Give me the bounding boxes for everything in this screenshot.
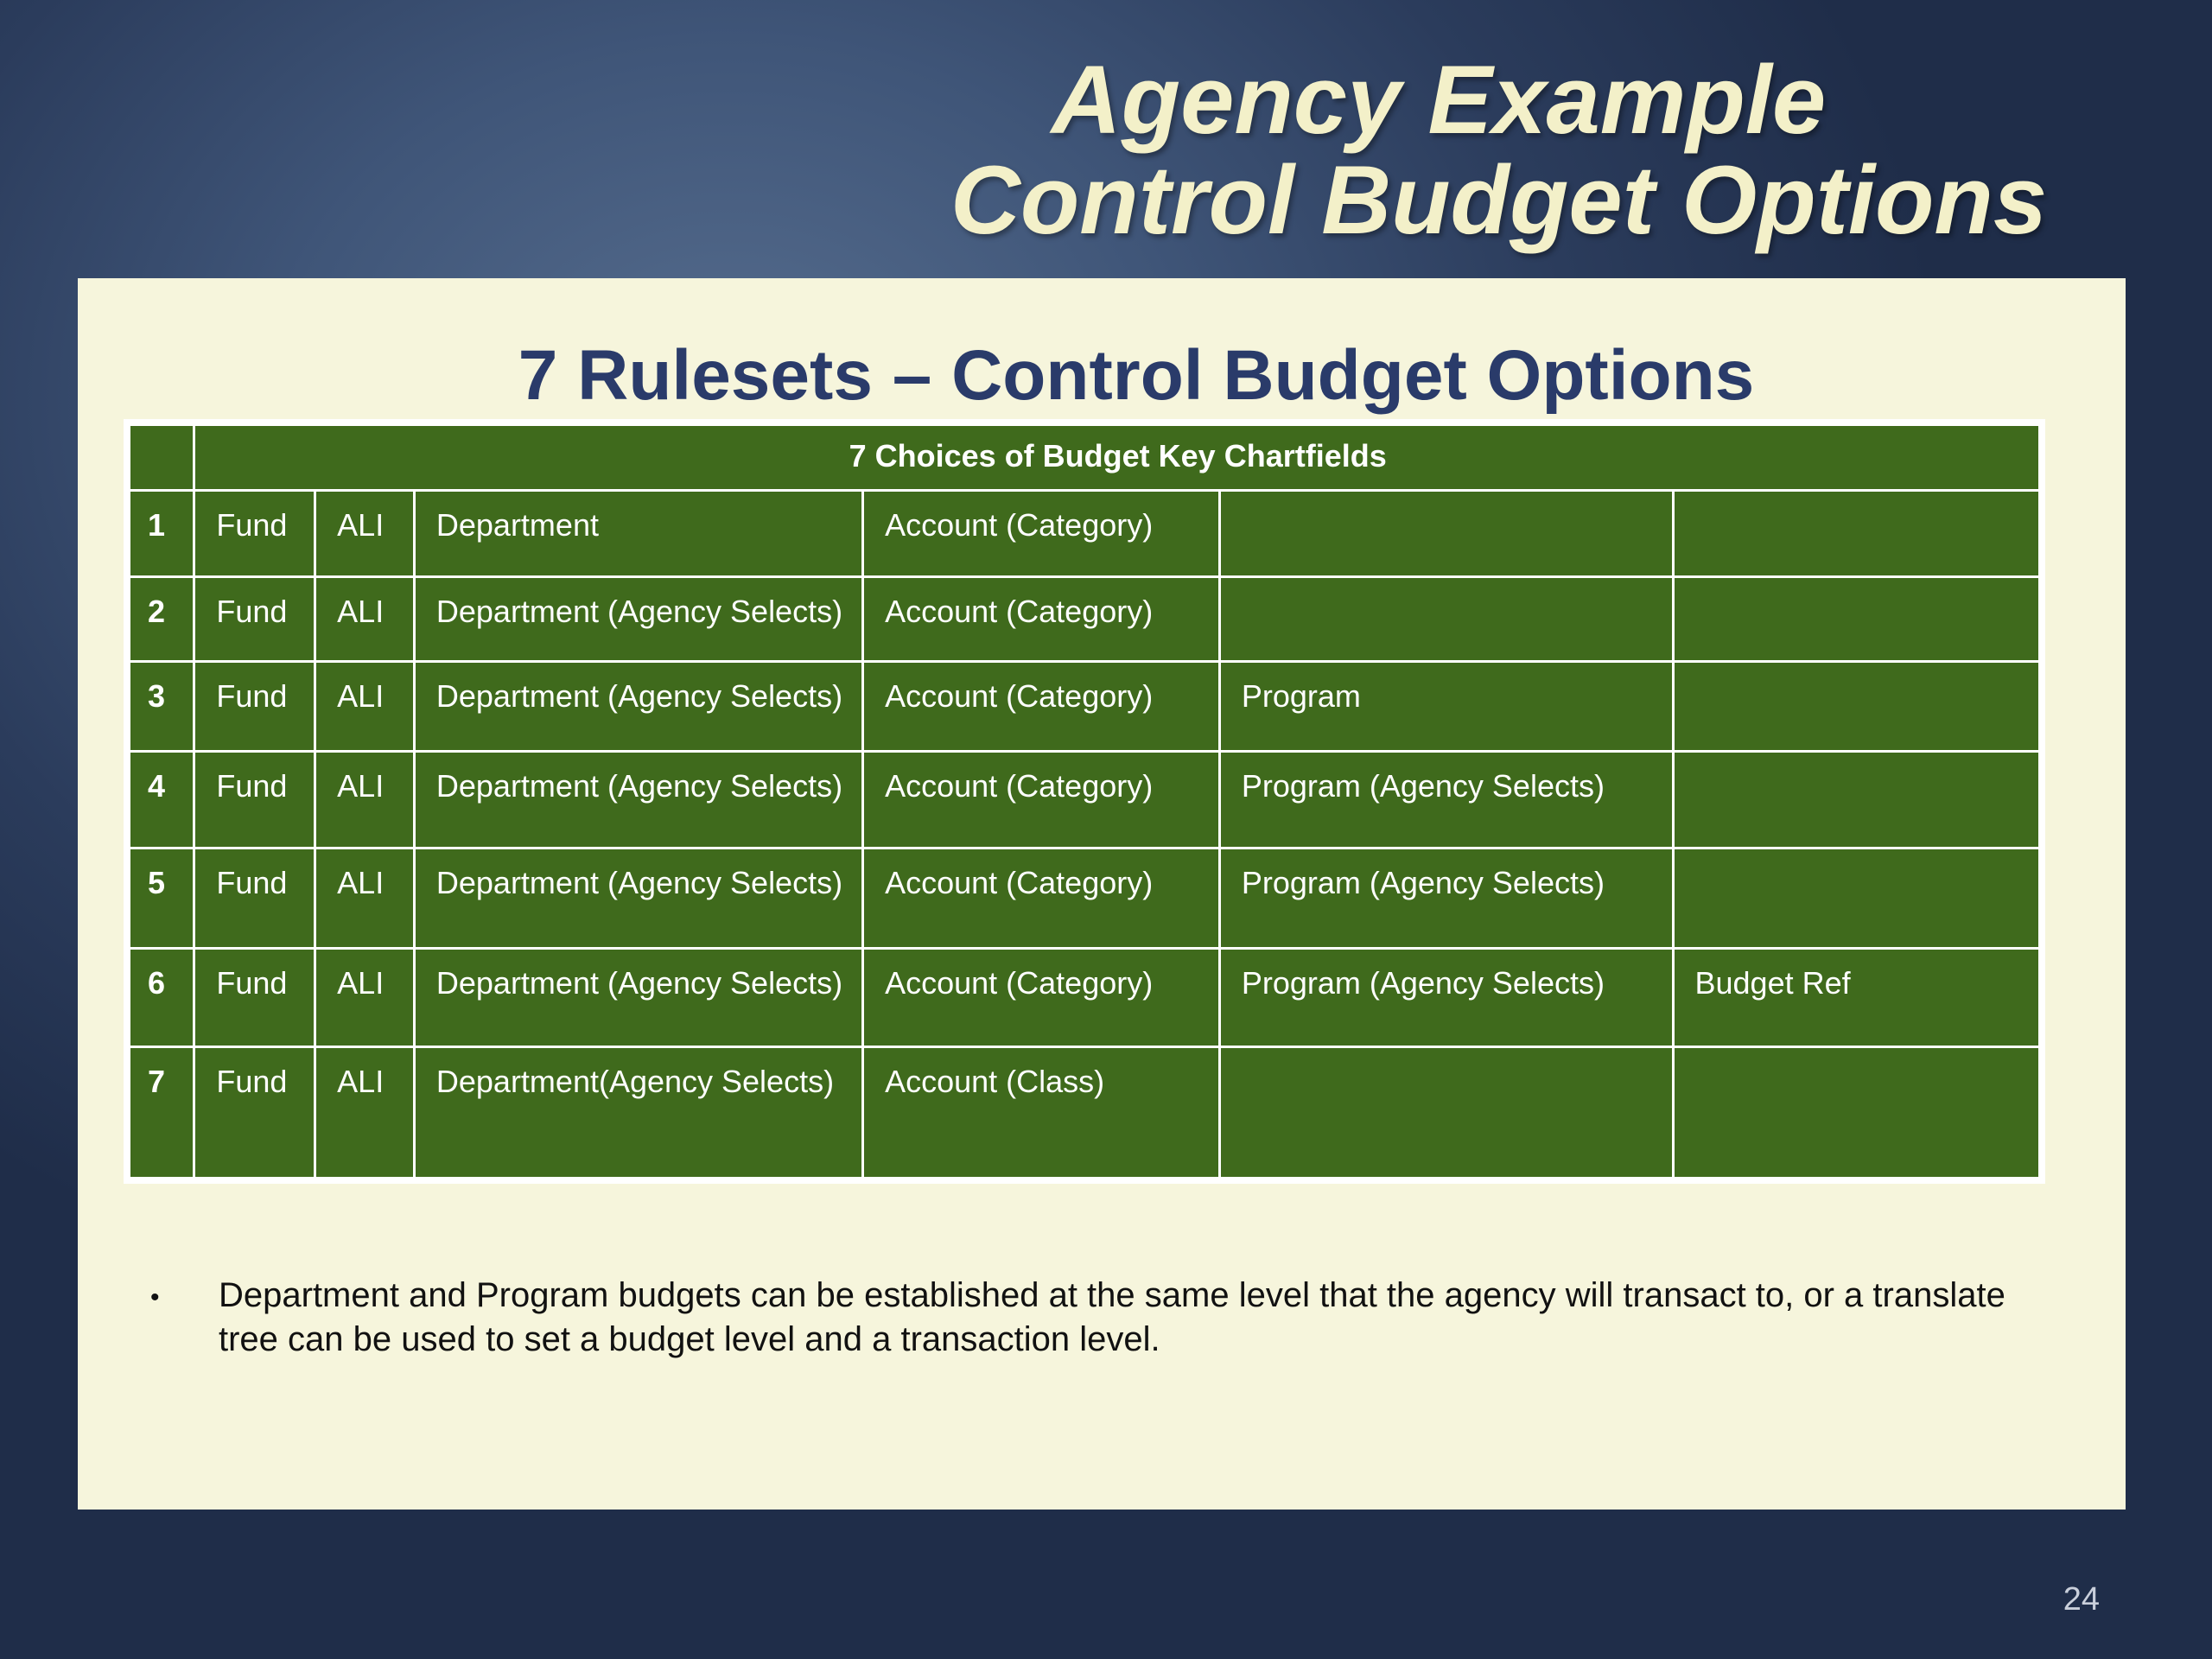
page-number: 24: [2063, 1581, 2100, 1618]
rulesets-table: [128, 423, 2041, 1179]
bullet-text: Department and Program budgets can be established at the same level that the agency will transact to, or a translate tree can be used to set a budget level and a transaction level.: [219, 1276, 2005, 1358]
table-cell: Account (Category): [863, 662, 1220, 752]
table-cell: Fund: [194, 949, 315, 1047]
table-cell: Program (Agency Selects): [1219, 949, 1673, 1047]
table-cell: Account (Category): [863, 949, 1220, 1047]
bullet-point-icon: •: [150, 1283, 160, 1312]
table-cell: ALI: [315, 1047, 415, 1179]
table-cell: ALI: [315, 752, 415, 849]
table-cell: Account (Category): [863, 577, 1220, 662]
table-cell: Department (Agency Selects): [414, 577, 862, 662]
table-cell: [1673, 1047, 2040, 1179]
rule-number: 6: [130, 949, 194, 1047]
table-cell: [1673, 849, 2040, 949]
table-cell: [1673, 577, 2040, 662]
table-cell: Fund: [194, 491, 315, 577]
table-cell: Department (Agency Selects): [414, 949, 862, 1047]
table-header: 7 Choices of Budget Key Chartfields: [194, 425, 2040, 491]
table-cell: Program (Agency Selects): [1219, 849, 1673, 949]
table-row: [130, 1047, 2040, 1179]
rule-number: 3: [130, 662, 194, 752]
table-cell: ALI: [315, 849, 415, 949]
table-cell: ALI: [315, 577, 415, 662]
slide-title-line-1: Agency Example: [1051, 46, 1827, 154]
table-cell: [1673, 752, 2040, 849]
rule-number: 7: [130, 1047, 194, 1179]
table-row: [130, 752, 2040, 849]
table-header-row: [130, 425, 2040, 491]
table-cell: ALI: [315, 491, 415, 577]
table-row: [130, 491, 2040, 577]
table-header-blank: [130, 425, 194, 491]
table-cell: Account (Category): [863, 491, 1220, 577]
table-cell: [1219, 1047, 1673, 1179]
rule-number: 1: [130, 491, 194, 577]
table-cell: Fund: [194, 849, 315, 949]
table-cell: Department (Agency Selects): [414, 662, 862, 752]
table-cell: Fund: [194, 662, 315, 752]
table-cell: Fund: [194, 752, 315, 849]
table-cell: Fund: [194, 1047, 315, 1179]
table-cell: Account (Category): [863, 849, 1220, 949]
table-cell: ALI: [315, 662, 415, 752]
table-cell: Department (Agency Selects): [414, 849, 862, 949]
table-cell: [1673, 662, 2040, 752]
table-cell: [1673, 491, 2040, 577]
table-cell: Department (Agency Selects): [414, 752, 862, 849]
slide-title-line-2: Control Budget Options: [950, 146, 2048, 254]
panel-heading: 7 Rulesets – Control Budget Options: [518, 336, 1755, 415]
table-cell: Account (Category): [863, 752, 1220, 849]
table-row: [130, 949, 2040, 1047]
table-cell: Fund: [194, 577, 315, 662]
rule-number: 5: [130, 849, 194, 949]
table-cell: Department(Agency Selects): [414, 1047, 862, 1179]
table-cell: [1219, 577, 1673, 662]
table-cell: ALI: [315, 949, 415, 1047]
rule-number: 4: [130, 752, 194, 849]
table-row: [130, 662, 2040, 752]
content-panel: [78, 278, 2126, 1510]
table-cell: [1219, 491, 1673, 577]
table-row: [130, 849, 2040, 949]
table-cell: Department: [414, 491, 862, 577]
table-cell: Program (Agency Selects): [1219, 752, 1673, 849]
table-row: [130, 577, 2040, 662]
table-cell: Budget Ref: [1673, 949, 2040, 1047]
slide-title: [950, 46, 2048, 254]
table-cell: Program: [1219, 662, 1673, 752]
table-cell: Account (Class): [863, 1047, 1220, 1179]
rule-number: 2: [130, 577, 194, 662]
